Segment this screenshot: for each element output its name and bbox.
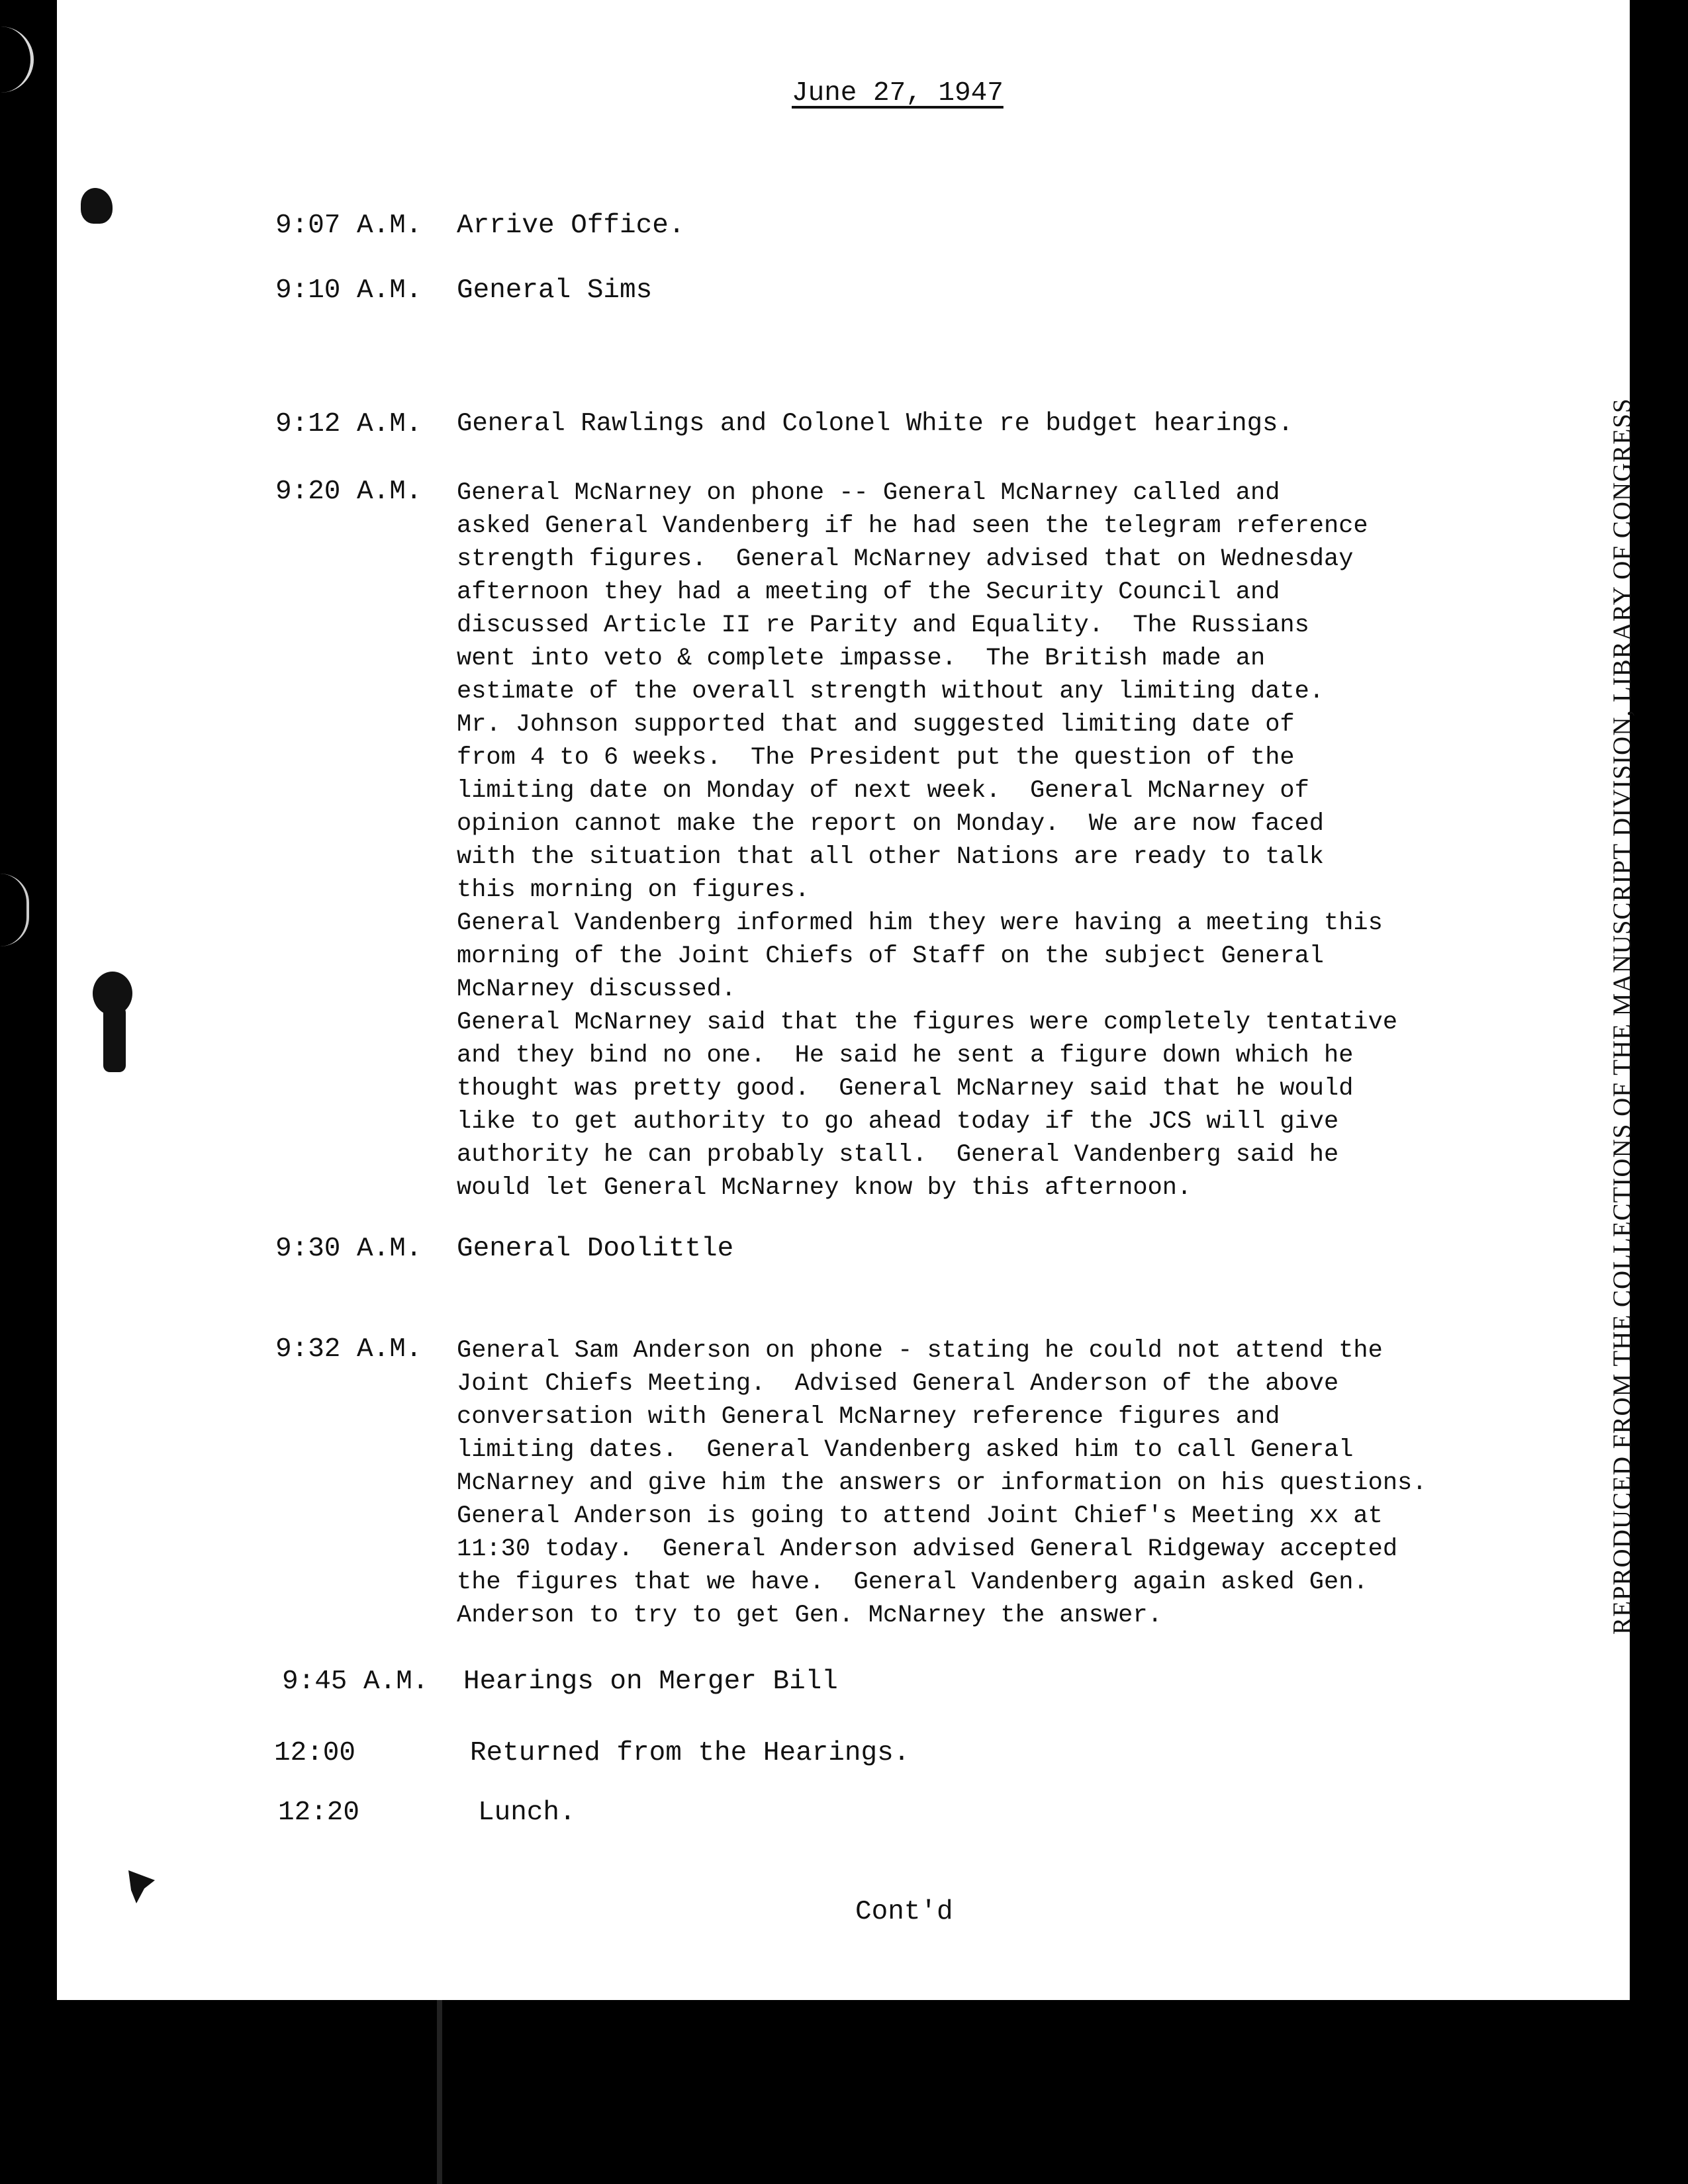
- entry-text: General Rawlings and Colonel White re budget hearings.: [457, 409, 1293, 438]
- document-page: [57, 0, 1630, 2000]
- punch-hole-mark: [81, 188, 113, 224]
- entry-text: Returned from the Hearings.: [470, 1738, 910, 1768]
- entry-time: 9:45 A.M.: [282, 1666, 429, 1697]
- entry-time: 9:10 A.M.: [275, 275, 422, 306]
- entry-text: General McNarney on phone -- General McNarney called and asked General Vandenberg if he had seen the telegram reference strength figures. General McNarney advised that on Wednesday afternoon they had a meeting of the Security Council and discussed Article II re Parity and Equality. The Russians went into veto & complete impasse. The British made an estimate of the overall strength without any limiting date. Mr. Johnson supported that and suggested limiting date of from 4 to 6 weeks. The President put the question of the limiting date on Monday of next week. General McNarney of opinion cannot make the report on Monday. We are now faced with the situation that all other Nations are ready to talk this morning on figures. General Vandenberg informed him they were having a meeting this morning of the Joint Chiefs of Staff on the subject General McNarney discussed. General McNarney said that the figures were completely tentative and they bind no one. He said he sent a figure down which he thought was pretty good. General McNarney said that he would like to get authority to go ahead today if the JCS will give authority he can probably stall. General Vandenberg said he would let General McNarney know by this afternoon.: [457, 479, 1398, 1202]
- entry-text: General Sam Anderson on phone - stating he could not attend the Joint Chiefs Meeting. Advised General Anderson of the above conversation with General McNarney reference figures and limiting dates. General Vandenberg asked him to call General McNarney and give him the answers or information on his questions. General Anderson is going to attend Joint Chief's Meeting xx at 11:30 today. General Anderson advised General Ridgeway accepted the figures that we have. General Vandenberg again asked Gen. Anderson to try to get Gen. McNarney the answer.: [457, 1337, 1427, 1629]
- entry-time: 9:32 A.M.: [275, 1334, 422, 1365]
- document-date: June 27, 1947: [792, 78, 1004, 109]
- entry-time: 9:30 A.M.: [275, 1234, 422, 1264]
- continued-note: Cont'd: [855, 1897, 953, 1927]
- punch-hole-mark: [103, 1006, 126, 1072]
- page-bottom-edge: [437, 2000, 442, 2184]
- entry-time: 9:20 A.M.: [275, 477, 422, 507]
- entry-text: General Doolittle: [457, 1234, 734, 1264]
- punch-hole-mark: [128, 1870, 155, 1903]
- entry-time: 12:20: [278, 1797, 360, 1828]
- entry-text: Arrive Office.: [457, 210, 685, 241]
- binding-arc: [0, 874, 29, 946]
- entry-text: Hearings on Merger Bill: [463, 1666, 838, 1697]
- archive-stamp: REPRODUCED FROM THE COLLECTIONS OF THE MANUSCRIPT DIVISION, LIBRARY OF CONGRESS: [1608, 398, 1636, 1635]
- entry-text: General Sims: [457, 275, 653, 306]
- binding-arc: [0, 26, 34, 93]
- entry-time: 12:00: [274, 1738, 356, 1768]
- entry-time: 9:07 A.M.: [275, 210, 422, 241]
- entry-time: 9:12 A.M.: [275, 409, 422, 439]
- entry-text: Lunch.: [478, 1797, 576, 1828]
